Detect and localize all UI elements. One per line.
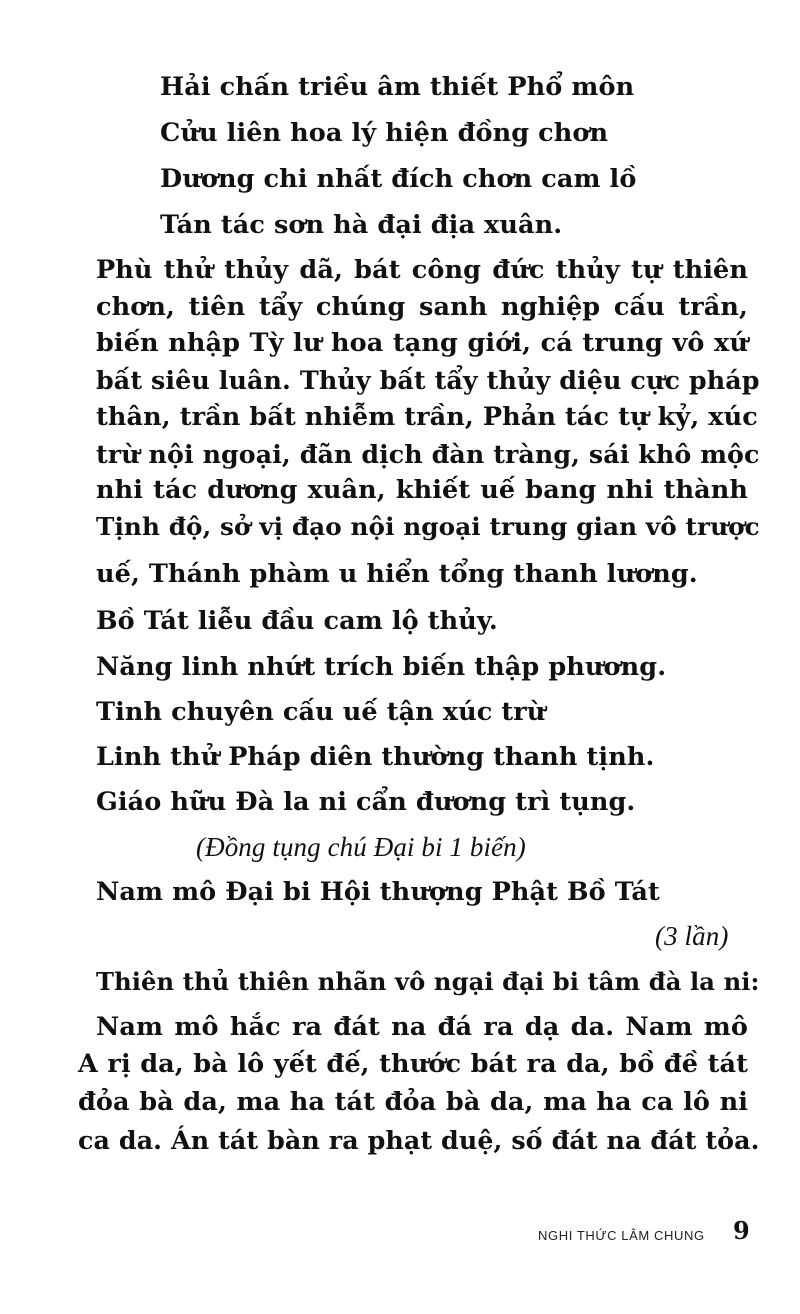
verse1-line-2: Cửu liên hoa lý hiện đồng chơn [160, 118, 609, 148]
verse2-line-2: Năng linh nhứt trích biến thập phương. [96, 652, 667, 682]
paragraph1-line-9: uế, Thánh phàm u hiển tổng thanh lương. [96, 559, 698, 589]
dharani-line-3: đỏa bà da, ma ha tát đỏa bà da, ma ha ca lô ni [78, 1087, 748, 1117]
dharani-title: Thiên thủ thiên nhãn vô ngại đại bi tâm đà la ni: [96, 967, 760, 996]
verse2-line-4: Linh thử Pháp diên thường thanh tịnh. [96, 742, 655, 772]
paragraph1-line-7: nhi tác dương xuân, khiết uế bang nhi thành [96, 475, 748, 505]
paragraph1-line-8: Tịnh độ, sở vị đạo nội ngoại trung gian vô trược [96, 512, 760, 541]
verse1-line-3: Dương chi nhất đích chơn cam lồ [160, 164, 637, 194]
paragraph1-line-6: trừ nội ngoại, đãn dịch đàn tràng, sái khô mộc [96, 439, 760, 469]
verse2-line-1: Bồ Tát liễu đầu cam lộ thủy. [96, 606, 498, 636]
paragraph1-line-3: biến nhập Tỳ lư hoa tạng giới, cá trung vô xứ [96, 328, 748, 358]
page-number: 9 [733, 1216, 750, 1245]
dharani-line-2: A rị da, bà lô yết đế, thước bát ra da, bồ đề tát [78, 1049, 748, 1079]
repetition-note: (3 lần) [655, 921, 729, 951]
chant-instruction: (Đồng tụng chú Đại bi 1 biến) [196, 832, 526, 862]
dharani-line-4: ca da. Án tát bàn ra phạt duệ, số đát na đát tỏa. [78, 1125, 760, 1155]
verse2-line-3: Tinh chuyên cấu uế tận xúc trừ [96, 697, 546, 727]
verse1-line-4: Tán tác sơn hà đại địa xuân. [160, 210, 563, 240]
dharani-line-1: Nam mô hắc ra đát na đá ra dạ da. Nam mô [96, 1012, 748, 1042]
paragraph1-line-2: chơn, tiên tẩy chúng sanh nghiệp cấu trần, [96, 292, 748, 322]
invocation-line: Nam mô Đại bi Hội thượng Phật Bồ Tát [96, 877, 660, 907]
paragraph1-line-4: bất siêu luân. Thủy bất tẩy thủy diệu cực pháp [96, 365, 760, 395]
paragraph1-line-5: thân, trần bất nhiễm trần, Phản tác tự kỷ, xúc [96, 402, 758, 432]
verse1-line-1: Hải chấn triều âm thiết Phổ môn [160, 72, 635, 102]
paragraph1-line-1: Phù thử thủy dã, bát công đức thủy tự thiên [96, 255, 748, 285]
running-footer-title: NGHI THỨC LÂM CHUNG [538, 1228, 705, 1243]
verse2-line-5: Giáo hữu Đà la ni cẩn đương trì tụng. [96, 787, 636, 817]
